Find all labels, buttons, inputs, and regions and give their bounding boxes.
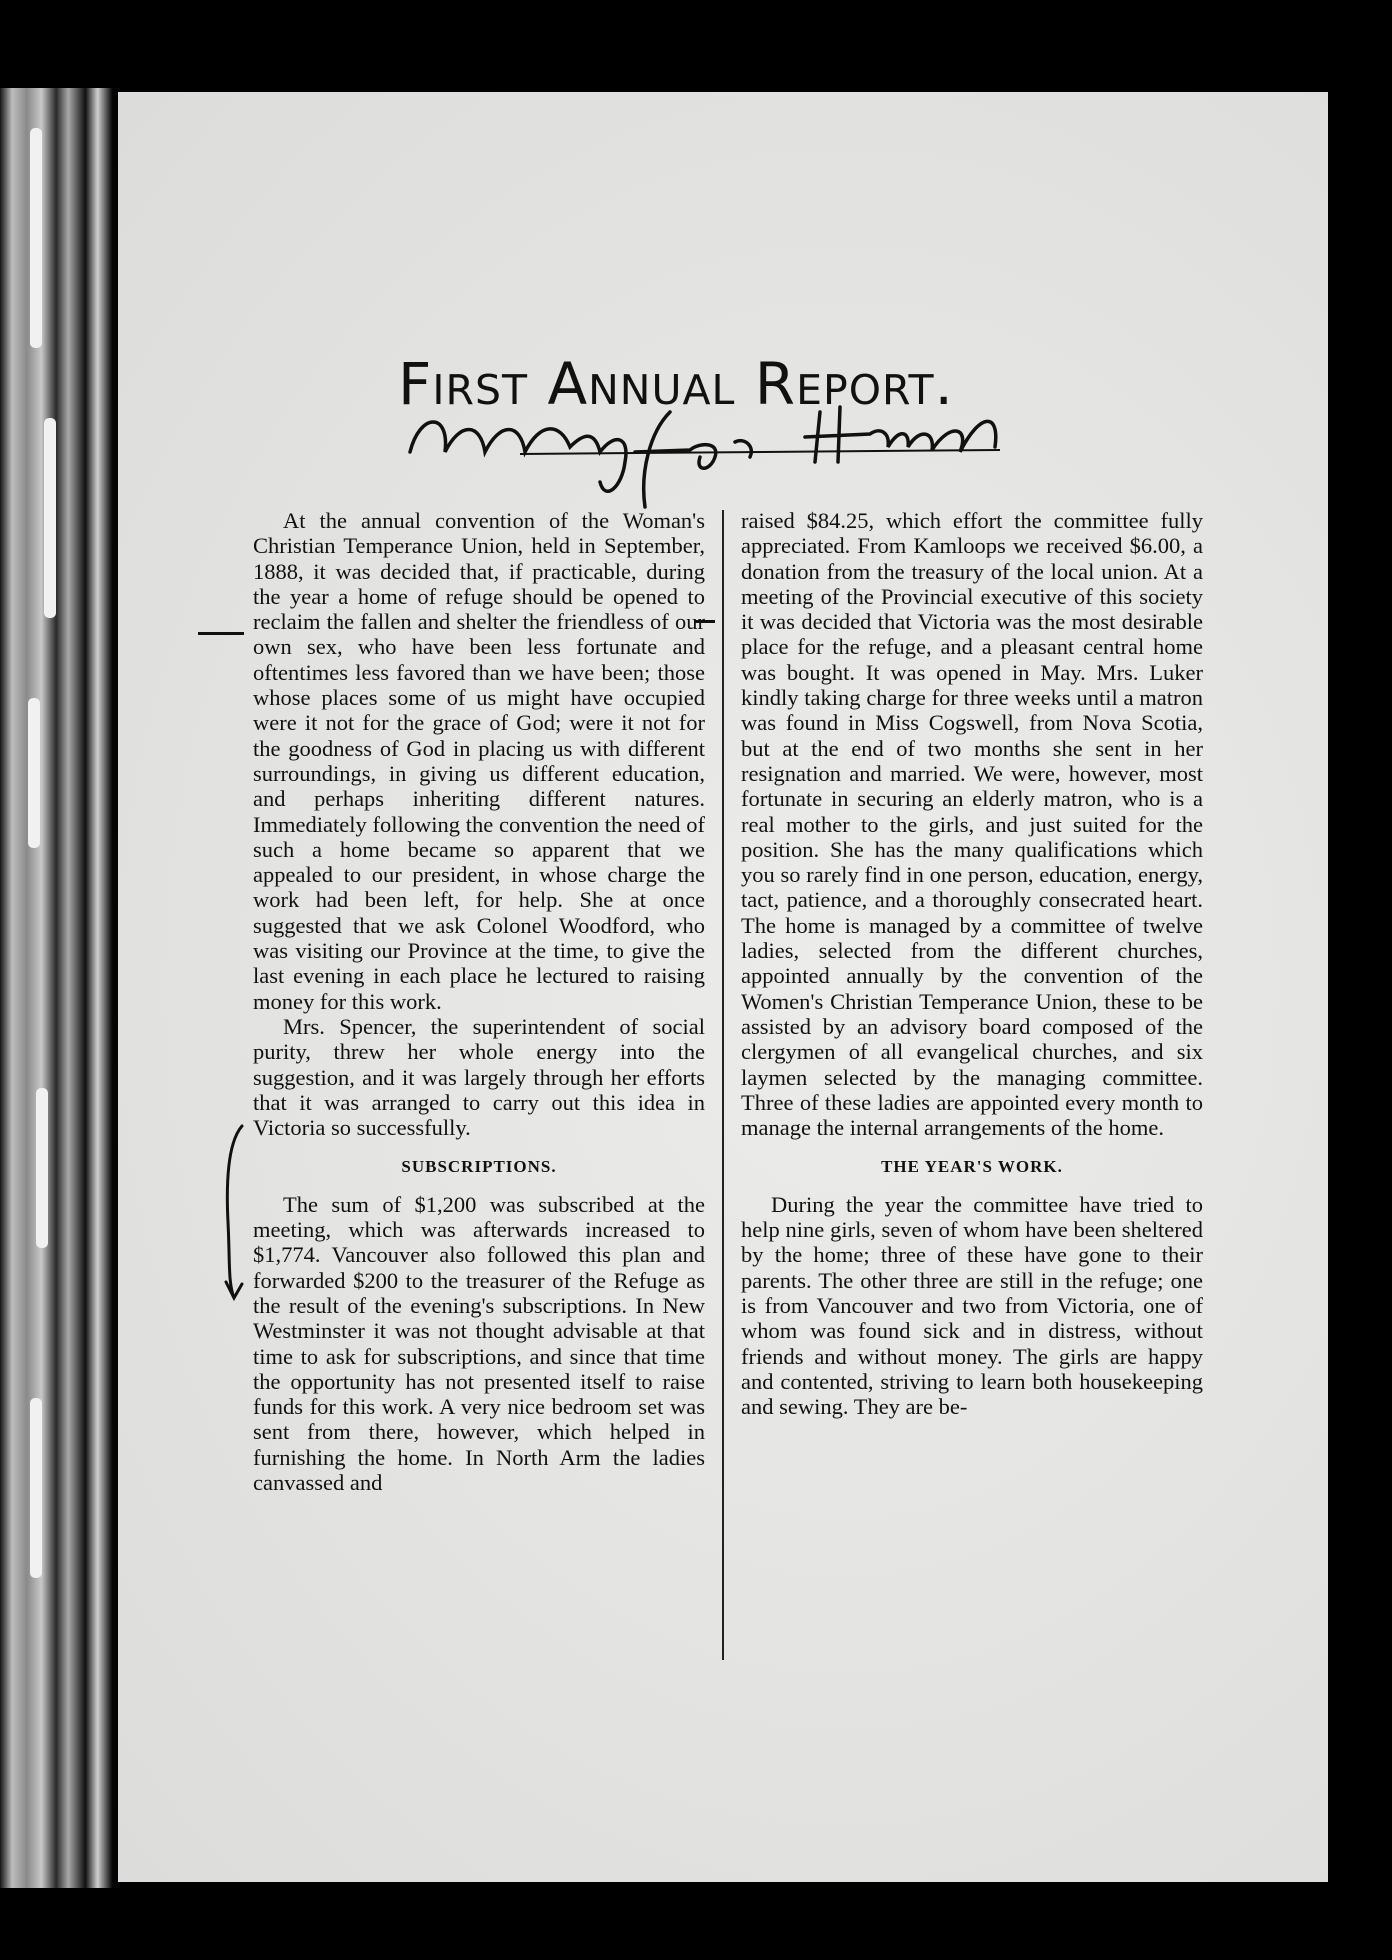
page-title: First Annual Report. (398, 350, 954, 418)
margin-mark (198, 632, 244, 635)
right-column (741, 508, 1203, 1419)
heading-subscriptions: SUBSCRIPTIONS. (401, 1157, 557, 1177)
paragraph-convention: At the annual convention of the Woman's Christian Temperance Union, held in September, 1888, it was decided that, if practicable, during the year a home of refuge should be opened to reclaim the fallen and shelter the friendless of our own sex, who have been less fortunate and oftentimes less favored than we have been; those whose places some of us might have occupied were it not for the grace of God; were it not for the goodness of God in placing us with different surroundings, in giving us different education, and perhaps inheriting different natures. Immediately following the convention the need of such a home became so apparent that we appealed to our president, in whose charge the work had been left, for help. She at once suggested that we ask Colonel Woodford, who was visiting our Province at the time, to give the last evening in each place he lectured to raising money for this work. (253, 508, 705, 1014)
left-column (253, 508, 705, 1495)
paragraph-continuation: raised $84.25, which effort the committee fully appreciated. From Kamloops we received $6.00, a donation from the treasury of the local union. At a meeting of the Provincial executive of this society it was decided that Victoria was the most desirable place for the refuge, and a pleasant central home was bought. It was opened in May. Mrs. Luker kindly taking charge for three weeks until a matron was found in Miss Cogswell, from Nova Scotia, but at the end of two months she sent in her resignation and married. We were, however, most fortunate in securing an elderly matron, who is a real mother to the girls, and just suited for the position. She has the many qualifications which you so rarely find in one person, education, energy, tact, patience, and a thoroughly consecrated heart. The home is managed by a committee of twelve ladies, selected from the different churches, appointed annually by the convention of the Women's Christian Temperance Union, these to be assisted by an advisory board composed of the clergymen of all evangelical churches, and six laymen selected by the managing committee. Three of these ladies are appointed every month to manage the internal arrangements of the home. (741, 508, 1203, 1141)
paragraph-years-work: During the year the committee have tried to help nine girls, seven of whom have been sheltered by the home; three of these have gone to their parents. The other three are still in the refuge; one is from Vancouver and two from Victoria, one of whom was found sick and in distress, without friends and without money. The girls are happy and contented, striving to learn both housekeeping and sewing. They are be- (741, 1191, 1203, 1420)
column-divider (722, 510, 724, 1660)
paragraph-subscriptions: The sum of $1,200 was subscribed at the meeting, which was afterwards increased to $1,774. Vancouver also followed this plan and forwarded $200 to the treasurer of the Refuge as the result of the evening's subscriptions. In New Westminster it was not thought advisable at that time to ask for subscriptions, and since that time the opportunity has not presented itself to raise funds for this work. A very nice bedroom set was sent from there, however, which helped in furnishing the home. In North Arm the ladies canvassed and (253, 1191, 705, 1495)
book-spine (0, 88, 122, 1888)
margin-bracket (222, 1122, 248, 1302)
handwritten-annotation (400, 392, 1010, 512)
paragraph-spencer: Mrs. Spencer, the superintendent of social purity, threw her whole energy into the suggestion, and it was largely through her efforts that it was arranged to carry out this idea in Victoria so successfully. (253, 1013, 705, 1141)
heading-years-work: THE YEAR'S WORK. (881, 1157, 1063, 1177)
